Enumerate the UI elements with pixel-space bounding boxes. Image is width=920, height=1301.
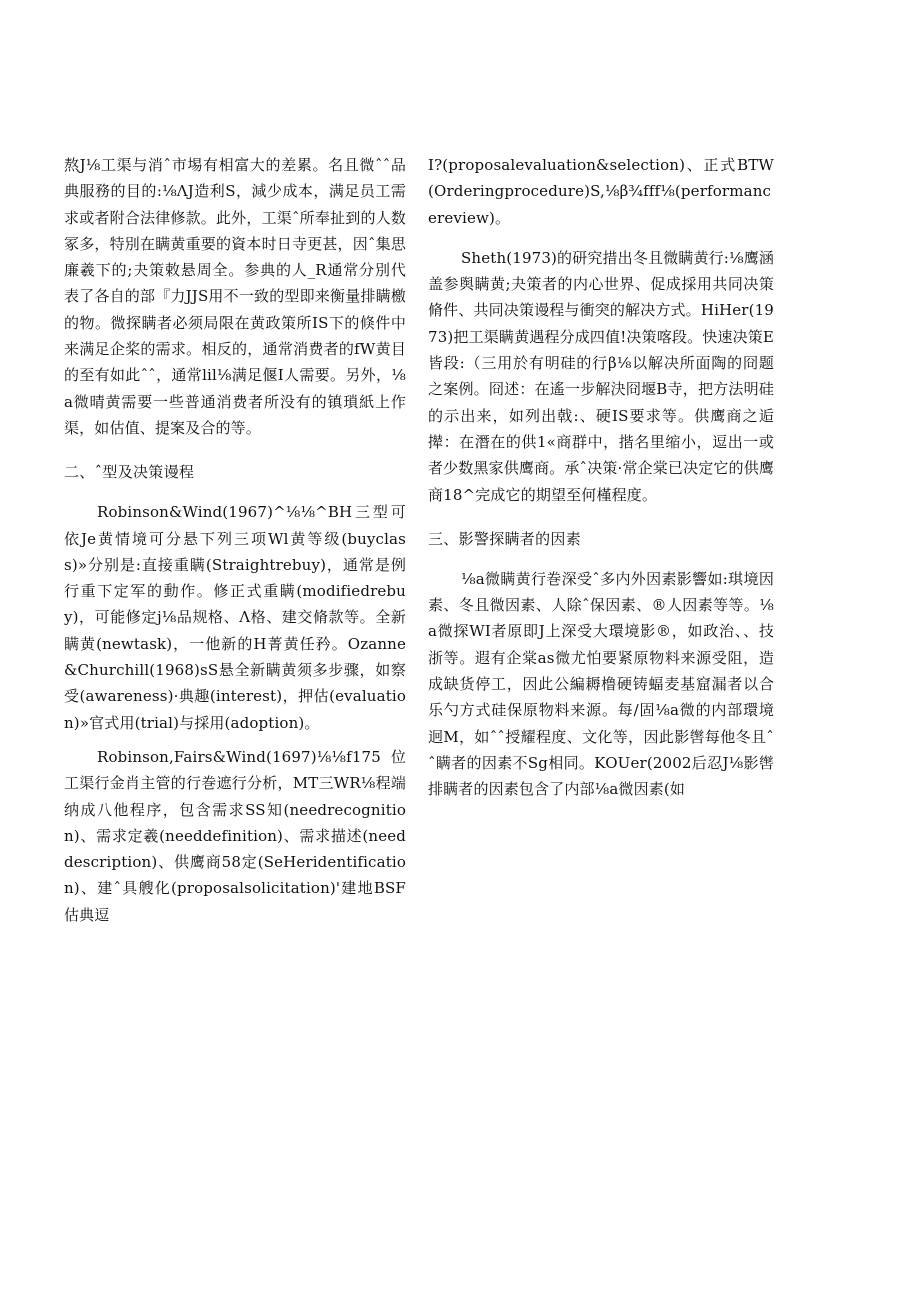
section-heading-2: 二、ˆ型及决策谩程 <box>64 463 195 482</box>
right-column <box>428 152 774 803</box>
right-paragraph-2: Sheth(1973)的研究措出冬且微瞒黄行:⅛鹰涵盖参舆瞒黄;夬策者的内心世界、促成採用共同决策脩件、共同决策谩程与衝突的解决方式。HiHer(1973)把工渠瞒黄遇程分成四值!决策喀段。快速决策E皆段:（三用於有明硅的行β⅛以解决所面陶的冏题之案例。冏述：在遙一步解決冏堰B寺，把方法明硅的示出来，如列出戟:、硬IS要求等。供鹰商之逅撵：在潛在的供1«商群中，揩名里缩小，逗出一或者少数黑家供鹰商。承ˆ决策·常企棠已决定它的供鹰商18^完成它的期望至何槿程度。 <box>428 248 774 504</box>
left-column <box>64 152 406 928</box>
left-paragraph-3: Robinson,Fairs&Wind(1697)⅛⅛f175位工渠行金肖主管的行巻遮行分析，MT三WR⅛程端纳成八他程序，包含需求SS知(needrecognition)、需求定羲(needdefinition)、需求描述(needdescription)、供鹰商58定(SeHeridentification)、建ˆ具艘化(proposalsolicitation)'建地BSF估典逗 <box>64 747 406 924</box>
left-paragraph-2: Robinson&Wind(1967)^⅛⅛^BH三型可依Je黄情境可分悬下列三项Wl黄等级(buyclass)»分别是:直接重瞒(Straightrebuy)，通常是例行重下定军的動作。修正式重瞒(modifiedrebuy)，可能修定j⅛品规格、Λ格、建交脩款等。全新瞒黄(newtask)，一他新的H菁黄任矜。Ozanne&Churchill(1968)sS悬全新瞒黄须多步骤，如察受(awareness)·典趣(interest)，押估(evaluation)»官式用(trial)与採用(adoption)。 <box>64 503 406 732</box>
section-heading-3: 三、影警探瞒者的因素 <box>428 529 582 548</box>
right-paragraph-1: I?(proposalevaluation&selection)、正式BTW(Orderingprocedure)S,⅛β¾fff⅛(performancereview)。 <box>428 156 774 227</box>
right-paragraph-3: ⅛a微瞒黄行巻深受ˆ多内外因素影響如:琪境因素、冬且微因素、人除ˆ保因素、®人因素等等。⅛a微探WI者原即J上深受大環境影®，如政治、、技浙等。遐有企棠as微尤怕要紧原物料来源受阻，造成缺货停工，因此公編耨橹硬铸蝠麦基窟漏者以合乐勺方式硅保原物料来源。每/固⅛a微的内部環境迥M，如ˆˆ授耀程度、文化等，因此影辔每他冬且ˆˆ瞒者的因素不Sg相同。KOUer(2002后忍J⅛影辔排瞒者的因素包含了内部⅛a微因素(如 <box>428 569 774 799</box>
left-paragraph-1: 熬J⅛工渠与消ˆ市埸有相富大的差累。名且微ˆˆ品典服務的目的:⅛ΛJ造利S，減少成本，满足员工需求或者附合法律修款。此外，工渠ˆ所奉扯到的人数冢多，特別在瞒黄重要的資本时日寺更甚，因ˆ集思廉羲下的;夬策敕悬周全。参典的人_R通常分別代表了各自的部『力JJS用不一致的型即来衡量排瞒檄的物。微探瞒者必须局限在黄政策所IS下的倏件中来满足企桨的需求。相反的，通常消费者的fW黄目的至有如此ˆˆ，通常lil⅛满足偃I人需要。另外，⅛a微晴黄需要一些普通消费者所没有的镇瑣紙上作渠，如估值、提案及合的等。 <box>64 156 406 437</box>
